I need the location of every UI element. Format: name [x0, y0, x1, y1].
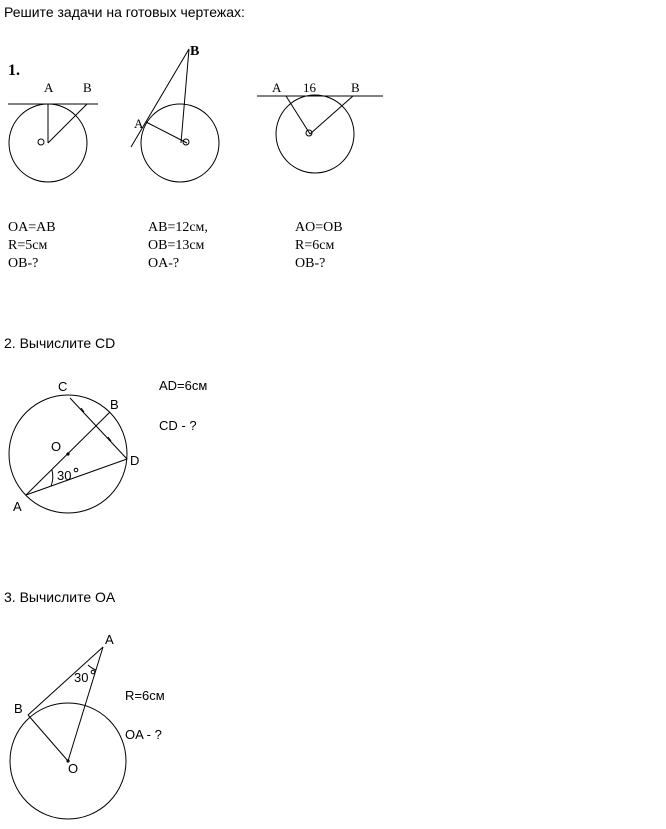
task2-figure: [9, 379, 139, 514]
degree-icon: [74, 468, 78, 472]
given-line: OB=13см: [148, 238, 205, 253]
task3-label-o: O: [68, 761, 79, 776]
fig3-label-16: 16: [303, 80, 316, 95]
given-line: R=5см: [8, 238, 48, 253]
task2-given-cd: CD - ?: [159, 418, 197, 433]
task3-label-angle: 30: [74, 670, 89, 685]
fig3-label-a: A: [272, 80, 282, 95]
task1-figure3: [257, 80, 383, 173]
task3-given-oa: OA - ?: [125, 727, 162, 742]
task1-number: 1.: [8, 62, 20, 79]
task2-label-o: O: [51, 439, 62, 454]
degree-icon: [91, 670, 95, 674]
task2-label-d: D: [130, 453, 140, 468]
fig3-segment-ob: [310, 96, 353, 134]
fig3-label-b: B: [351, 80, 360, 95]
task3-title: 3. Вычислите OA: [4, 589, 116, 605]
task2-label-angle: 30: [57, 468, 72, 483]
fig3-circle: [276, 95, 354, 173]
task2-given-ad: AD=6см: [159, 378, 208, 393]
task3-tangent-ab: [28, 647, 103, 715]
task2-label-a: A: [13, 499, 22, 514]
given-line: OA-?: [148, 256, 180, 271]
task2-angle-arc: [51, 470, 53, 486]
task2-title: 2. Вычислите CD: [4, 335, 116, 351]
task2-chord-ad: [26, 459, 127, 495]
given-line: OA=AB: [8, 220, 56, 235]
given-line: AB=12см,: [148, 220, 208, 235]
task1-figure1: [8, 80, 98, 182]
fig1-segment-ob: [48, 104, 87, 143]
fig1-label-b: B: [83, 80, 92, 95]
task3-radius-ob: [28, 715, 68, 761]
task3-segment-oa: [68, 647, 103, 761]
fig1-label-a: A: [44, 80, 54, 95]
page-title: Решите задачи на готовых чертежах:: [4, 4, 245, 20]
task3-label-b: B: [14, 701, 23, 716]
fig3-segment-oa: [286, 96, 310, 134]
given-line: OB-?: [295, 256, 326, 271]
fig2-label-a: A: [134, 116, 144, 131]
task1-fig1-given: [8, 219, 56, 273]
task1-fig3-given: [295, 219, 343, 273]
task1-figure2: [131, 44, 219, 182]
given-line: R=6см: [295, 238, 335, 253]
fig2-tangent-line: [131, 49, 189, 147]
task3-label-a: A: [105, 632, 114, 647]
given-line: AO=OB: [295, 220, 343, 235]
fig2-label-b: B: [190, 44, 200, 59]
task2-label-b: B: [110, 397, 119, 412]
task2-center-point: [66, 452, 69, 455]
fig2-circle: [141, 104, 219, 182]
task3-given-r: R=6см: [125, 688, 165, 703]
task2-label-c: C: [58, 379, 68, 394]
task3-angle-arc: [88, 665, 96, 670]
given-line: OB-?: [8, 256, 39, 271]
fig2-segment-ob: [181, 49, 189, 143]
task1-fig2-given: [148, 219, 208, 273]
task3-figure: [10, 632, 126, 819]
fig1-center-point: [38, 139, 44, 145]
